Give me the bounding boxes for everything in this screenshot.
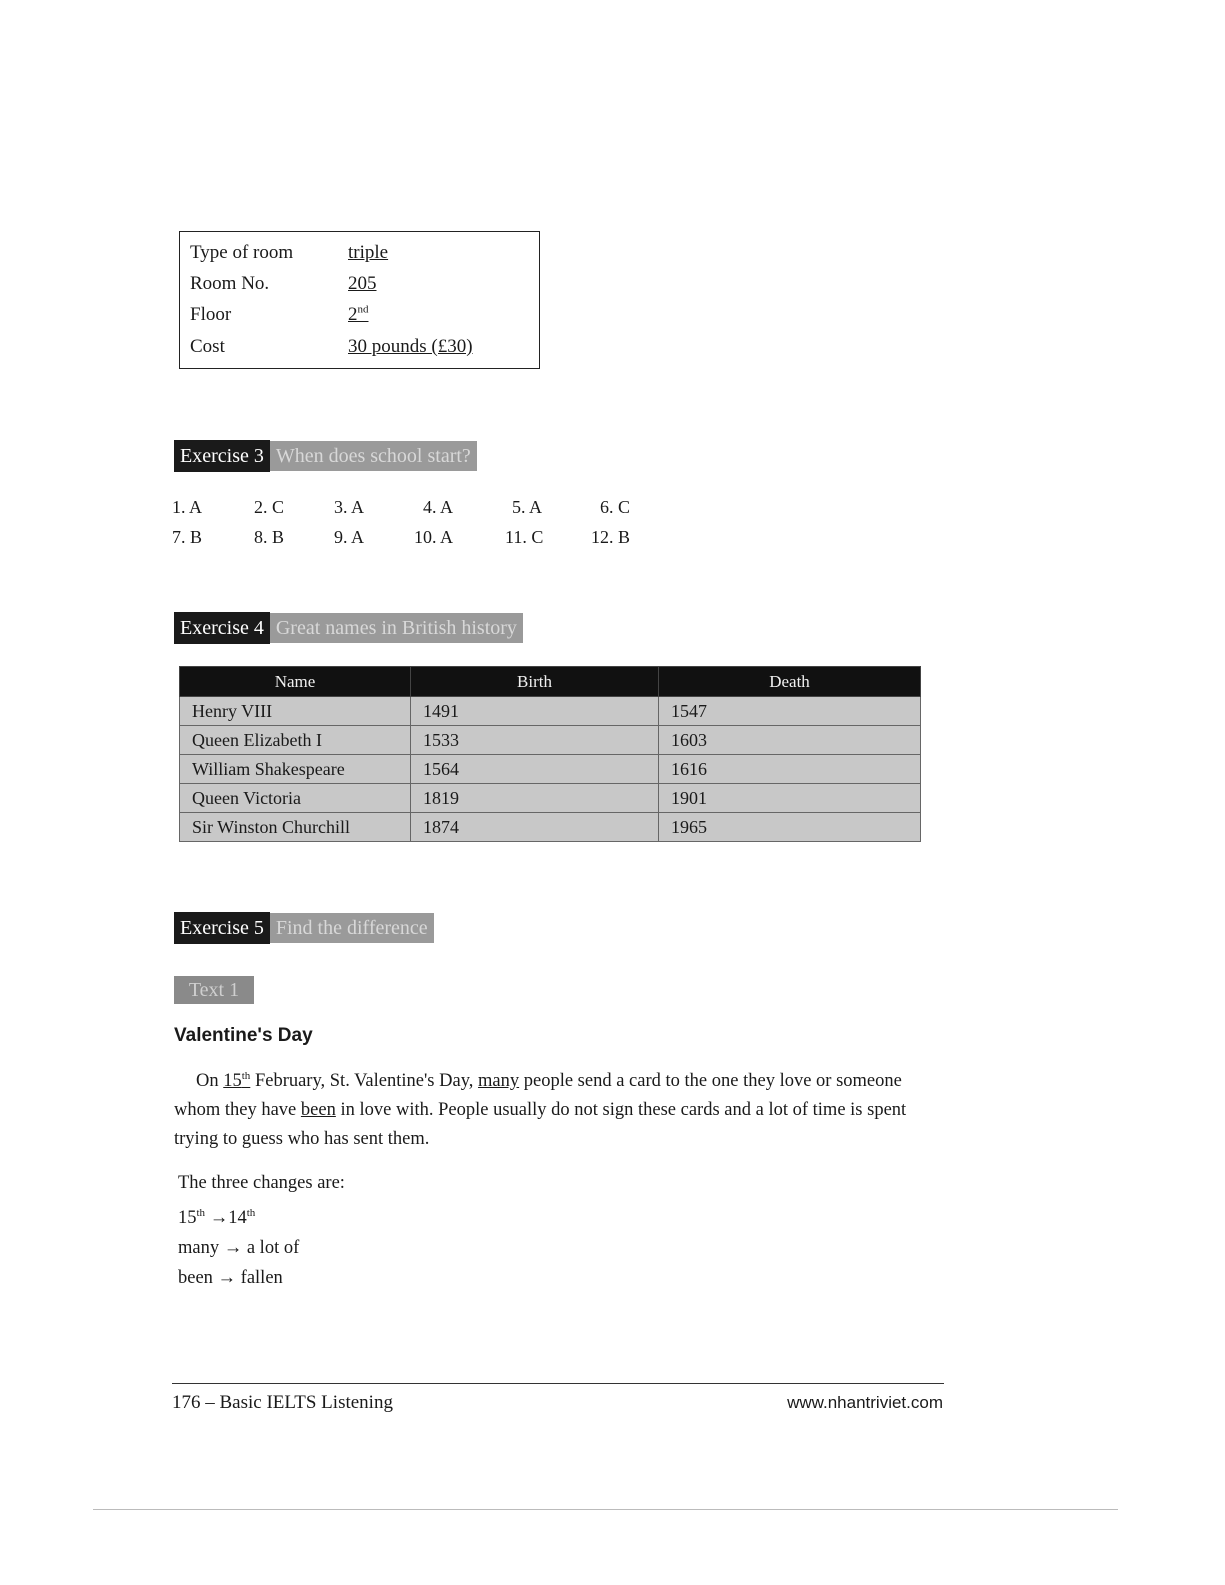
page-number: 176 [172,1392,201,1413]
cell-name: Queen Victoria [180,784,411,813]
footer-page-info [172,1392,393,1414]
cell-birth: 1564 [411,755,659,784]
footer-divider [172,1383,944,1384]
room-label: Room No. [190,273,270,294]
room-value: triple [348,242,389,263]
change-to-suffix: th [246,1207,256,1219]
passage-text: in love with. People usually do not sign these cards and a lot of time is spent trying to guess who has sent them. [174,1100,907,1150]
date-suffix: th [241,1070,251,1082]
cell-death: 1965 [659,813,921,842]
cell-birth: 1533 [411,726,659,755]
table-row [180,697,921,726]
arrow-icon: → [209,1208,229,1229]
exercise-title: Great names in British history [270,613,523,643]
answer-item: 1. A [172,497,203,517]
answer-item: 11. C [505,527,544,547]
change-item [178,1198,345,1233]
exercise-title: Find the difference [270,913,434,943]
cell-death: 1616 [659,755,921,784]
exercise-3-header [174,440,477,472]
change-item: many → a lot of [178,1238,300,1259]
changes-list [178,1168,345,1293]
room-label: Floor [190,304,232,326]
answer-item: 10. A [414,527,454,547]
changes-intro: The three changes are: [178,1173,345,1193]
room-row-cost [190,336,473,358]
room-row-number [190,273,377,295]
underlined-word: many [478,1071,520,1092]
cell-birth: 1819 [411,784,659,813]
table-row [180,755,921,784]
cell-name: Henry VIII [180,697,411,726]
cell-name: Sir Winston Churchill [180,813,411,842]
column-header-death: Death [659,667,921,697]
passage-body [174,1062,934,1154]
change-to: 14 [228,1208,247,1229]
underlined-date [223,1071,250,1091]
history-table [179,666,921,842]
book-title: Basic IELTS Listening [219,1392,393,1413]
page-bottom-divider [93,1509,1118,1510]
passage-text: people send a card to the one they love or someone whom they have [174,1071,902,1121]
answer-item: 12. B [591,527,631,547]
underlined-word: been [300,1100,336,1121]
answer-item: 3. A [334,497,365,517]
room-label: Cost [190,336,225,357]
floor-number: 2 [348,304,358,326]
answer-item: 8. B [254,527,285,547]
room-value: 205 [348,273,377,294]
answer-item: 2. C [254,497,285,517]
answer-item: 5. A [512,497,543,517]
change-item: been → fallen [178,1268,283,1289]
column-header-birth: Birth [411,667,659,697]
text-tag: Text 1 [174,976,254,1004]
exercise-5-header [174,912,434,944]
exercise-title: When does school start? [270,441,477,471]
column-header-name: Name [180,667,411,697]
table-row [180,726,921,755]
table-header-row [180,667,921,697]
cell-birth: 1874 [411,813,659,842]
room-label: Type of room [190,242,294,263]
passage-title: Valentine's Day [174,1025,313,1046]
exercise-4-header [174,612,523,644]
table-row [180,784,921,813]
answer-item: 7. B [172,527,203,547]
answer-item: 9. A [334,527,365,547]
passage-text: February, St. Valentine's Day, [250,1071,479,1092]
passage-text: On [196,1071,224,1092]
change-from: 15 [178,1208,197,1229]
cell-name: Queen Elizabeth I [180,726,411,755]
footer-website: www.nhantriviet.com [787,1393,943,1412]
floor-suffix: nd [357,304,369,316]
exercise-label: Exercise 4 [174,612,270,644]
room-value [348,304,369,325]
room-value: 30 pounds (£30) [348,336,473,357]
cell-death: 1901 [659,784,921,813]
answer-item: 4. A [423,497,454,517]
room-row-floor [190,304,369,326]
exercise-label: Exercise 3 [174,440,270,472]
footer-separator: – [200,1392,220,1413]
cell-name: William Shakespeare [180,755,411,784]
table-row [180,813,921,842]
cell-death: 1547 [659,697,921,726]
date-number: 15 [223,1071,242,1092]
cell-death: 1603 [659,726,921,755]
room-info-box [179,231,540,369]
change-from-suffix: th [196,1207,206,1219]
answer-item: 6. C [600,497,631,517]
room-row-type [190,242,388,264]
exercise-label: Exercise 5 [174,912,270,944]
cell-birth: 1491 [411,697,659,726]
